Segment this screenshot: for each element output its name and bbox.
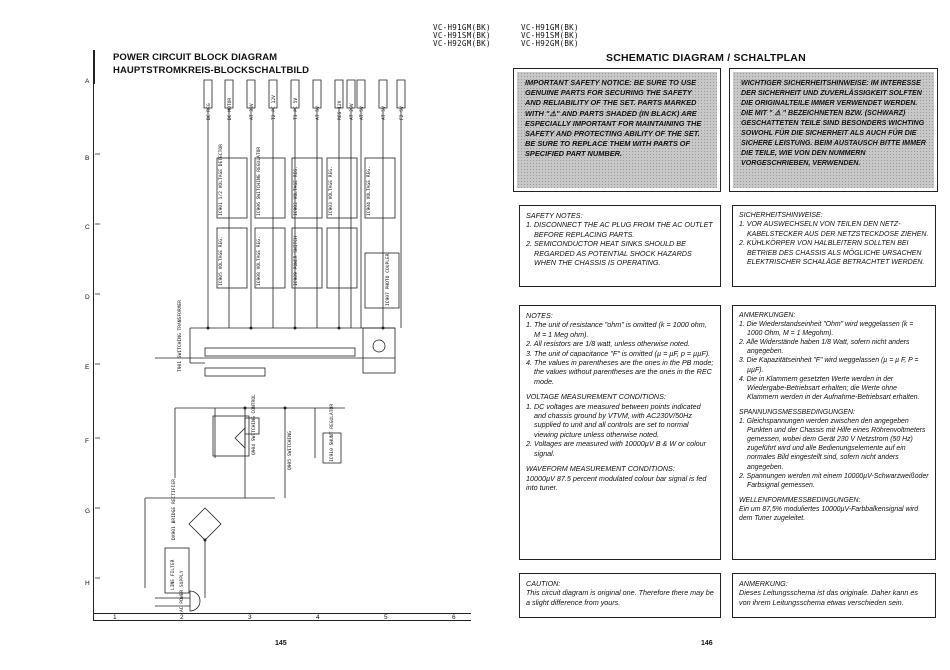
waveform-text-de: Ein um 87,5% moduliertes 10000µV-Farbbalkensignal wird dem Tuner zugeleitet. (739, 505, 919, 522)
block-label: DX901 BRIDGE RECTIFIER (172, 479, 177, 540)
connector-label: AT 33V (250, 103, 255, 120)
row-label: F (85, 438, 89, 445)
caution-en (519, 573, 721, 618)
connector-label: DC MOTOR (228, 97, 233, 120)
connector-label: F2 5V (400, 106, 405, 120)
model-number: VC-H91GM(BK) (433, 23, 491, 32)
column-label: 1 (113, 614, 117, 621)
block-label: IC910 SHUNT REGULATOR (330, 403, 335, 462)
notes-heading-en: NOTES: (526, 311, 553, 320)
column-label: 5 (384, 614, 388, 621)
block-label: IC907 PHOTO COUPLER (386, 253, 391, 306)
row-label: E (85, 364, 90, 371)
waveform-heading-de: WELLENFORMMESSBEDINGUNGEN: (739, 496, 861, 504)
connector-label: DC REG (207, 103, 212, 120)
safety-notes-en (519, 205, 721, 287)
block-label: Q905 SWITCHING (288, 431, 293, 470)
list-item: 4. Die in Klammern gesetzten Werte werden in der Wiedergabe-Betriebsart erhalten; die Werte ohne Klammern werden in der Aufnahme-Betriebsart erhalten. (739, 375, 920, 401)
caution-heading-en: CAUTION: (526, 579, 561, 588)
caution-de (732, 573, 936, 618)
caution-text-en: This circuit diagram is original one. Therefore there may be a slight difference from yours. (526, 588, 714, 607)
left-model-list (433, 24, 491, 48)
row-label: A (85, 78, 90, 85)
notes-de (732, 305, 936, 560)
caution-text-de: Dieses Leitungsschema ist das originale. Daher kann es von ihrem Leitungsschema etwas verschieden sein. (739, 588, 918, 607)
block-label: IC903 VOLTAGE REG. (329, 166, 334, 216)
row-label: H (85, 580, 90, 587)
frame-bottom-border (93, 620, 471, 621)
frame-left-border (93, 50, 94, 620)
caution-heading-de: ANMERKUNG: (739, 579, 788, 588)
model-number: VC-H92GM(BK) (433, 39, 491, 48)
waveform-text-en: 10000µV 87.5 percent modulated colour bar signal is fed into tuner. (526, 473, 707, 492)
list-item: 2. Alle Widerstände haben 1/8 Watt, sofern nicht anders angegeben. (739, 339, 910, 356)
list-item: 3. The unit of capacitance "F" is omitted (µ = µF, p = µµF). (526, 348, 711, 358)
notes-heading-de: ANMERKUNGEN: (739, 312, 796, 319)
block-label: T901 SWITCHING TRANSFORMER (178, 300, 183, 372)
connector-label: AT 5V (382, 106, 387, 120)
list-item: 4. The values in parentheses are the ones in the PB mode; the values without parentheses are the ones in the REC mode. (526, 358, 714, 386)
block-label: AC POWER SUPPLY (180, 570, 185, 612)
safety-notes-heading-de: SICHERHEITSHINWEISE: (739, 212, 823, 219)
list-item: 2. All resistors are 1/8 watt, unless otherwise noted. (526, 339, 690, 349)
list-item: 1. VOR AUSWECHSELN VON TEILEN DEN NETZ-KABELSTECKER AUS DER NETZSTECKDOSE ZIEHEN. (739, 221, 929, 238)
frame-bottom-top (93, 613, 471, 614)
list-item: 1. DISCONNECT THE AC PLUG FROM THE AC OUTLET BEFORE REPLACING PARTS. (526, 220, 713, 239)
list-item: 2. Spannungen werden mit einem 10000µV-Schwarzweißoder Farbsignal gemessen. (739, 472, 929, 489)
model-number: VC-H91SM(BK) (521, 31, 579, 40)
list-item: 3. Die Kapazitätseinheit "F" wird weggelassen (µ = µ F, P = µµF). (739, 357, 919, 374)
voltage-heading-de: SPANNUNGSMESSBEDINGUNGEN: (739, 408, 855, 416)
connector-label: AT 5V (316, 106, 321, 120)
column-label: 4 (316, 614, 320, 621)
block-label: IC902 VOLTAGE REG. (294, 166, 299, 216)
right-model-list (521, 24, 579, 48)
connector-label: T3 PC 5V (294, 97, 299, 120)
safety-notes-heading-en: SAFETY NOTES: (526, 211, 583, 220)
connector-label: REG 12V (338, 100, 343, 120)
block-label: IC905 VOLTAGE REG. (219, 236, 224, 286)
list-item: 2. Voltages are measured with 10000µV B & W or colour signal. (526, 439, 707, 458)
block-label: LINE FILTER (171, 559, 176, 590)
notice-en-frame (513, 68, 721, 192)
block-label: IC909 POWER SWITCH (294, 236, 299, 286)
column-label: 6 (452, 614, 456, 621)
column-label: 2 (180, 614, 184, 621)
model-number: VC-H91GM(BK) (521, 23, 579, 32)
important-safety-notice-de: WICHTIGER SICHERHEITSHINWEISE: IM INTERESSE DER SICHERHEIT UND ZUVERLÄSSIGKEIT SOLFTEN DIE ORIGINALTEILE IMMER VERWENDET WERDEN. DIE MIT " ⚠ " BEZEICHNETEN BZW. (SCHWARZ) GESCHATTETEN TEILE SIND BESONDERS WICHTING SOWOHL FÜR DIE SICHERHEIT ALS AUCH FÜR DIE SICHERE LEISTUNG. BEIM AUSTAUSCH BITTE IMMER DIE TEILE, WIE VON DEN NUMMERN VORGESCHRIEBEN, VERWENDEN. (733, 72, 934, 188)
list-item: 1. DC voltages are measured between points indicated and chassis ground by VTVM, with AC230V/50Hz supplied to unit and all controls are set to normal viewing picture unless otherwise noted. (526, 401, 701, 439)
model-number: VC-H91SM(BK) (433, 31, 491, 40)
block-label: IC901 1/2 VOLTAGE DETECTOR (219, 144, 224, 216)
connector-label: AT 5V (360, 106, 365, 120)
notes-en (519, 305, 721, 560)
row-label: G (85, 508, 91, 515)
safety-notes-de (732, 205, 936, 287)
page-number-left: 145 (275, 640, 287, 647)
block-diagram-title-de: HAUPTSTROMKREIS-BLOCKSCHALTBILD (113, 65, 310, 76)
list-item: 2. KÜHLKÖRPER VON HALBLEITERN SOLLTEN BEI BETRIEB DES CHASSIS ALS MÖGLICHE URSACHEN ELEKTRISCHER SCHALÄGE BETRACHTET WERDEN. (739, 240, 925, 267)
voltage-heading-en: VOLTAGE MEASUREMENT CONDITIONS: (526, 392, 666, 402)
output-connectors (204, 80, 405, 108)
list-item: 2. SEMICONDUCTOR HEAT SINKS SHOULD BE REGARDED AS POTENTIAL SHOCK HAZARDS WHEN THE CHASSIS IS OPERATING. (526, 239, 692, 268)
list-item: 1. Die Wiederstandseinheit "Ohm" wird weggelassen (k = 1000 Ohm, M = 1 Megohm). (739, 321, 914, 338)
connector-label: T2 PC 12V (272, 95, 277, 120)
page-number-right: 146 (701, 640, 713, 647)
notice-de-frame (729, 68, 938, 192)
row-label: B (85, 155, 90, 162)
waveform-heading-en: WAVEFORM MEASUREMENT CONDITIONS: (526, 464, 675, 474)
list-item: 1. Gleichspannungen werden zwischen den angegeben Punkten und der Chassis mit Hilfe eines Röhrenvoltmeters gemessen, wobei dem Gerät 230 V Netzstrom (50 Hz) zugeführt wird und alle Bedienungselemente auf ein normales Bild eingestellt sind, sofern nicht anders angegeben. (739, 418, 926, 471)
important-safety-notice-en: IMPORTANT SAFETY NOTICE: BE SURE TO USE GENUINE PARTS FOR SECURING THE SAFETY AND RELIABILITY OF THE SET. PARTS MARKED WITH "⚠" AND PARTS SHADED (IN BLACK) ARE ESPECIALLY IMPORTANT FOR MAINTAINING THE SAFETY AND PROTECTING ABILITY OF THE SET. BE SURE TO REPLACE THEM WITH PARTS OF SPECIFIED PART NUMBER. (517, 72, 717, 188)
block-label: Q904 SWITCHING CONTROL (252, 394, 257, 455)
row-label: C (85, 224, 90, 231)
model-number: VC-H92GM(BK) (521, 39, 579, 48)
block-label: IC906 SWITCHING REGULATOR (257, 146, 262, 216)
block-diagram-title-en: POWER CIRCUIT BLOCK DIAGRAM (113, 52, 278, 63)
column-label: 3 (248, 614, 252, 621)
connector-label: AT 20V (350, 103, 355, 120)
schematic-title: SCHEMATIC DIAGRAM / SCHALTPLAN (606, 52, 806, 64)
row-label: D (85, 294, 90, 301)
block-label: IC904 VOLTAGE REG. (367, 166, 372, 216)
block-label: IC908 VOLTAGE REG. (257, 236, 262, 286)
list-item: 1. The unit of resistance "ohm" is omitted (k = 1000 ohm, M = 1 Meg ohm). (526, 320, 707, 339)
